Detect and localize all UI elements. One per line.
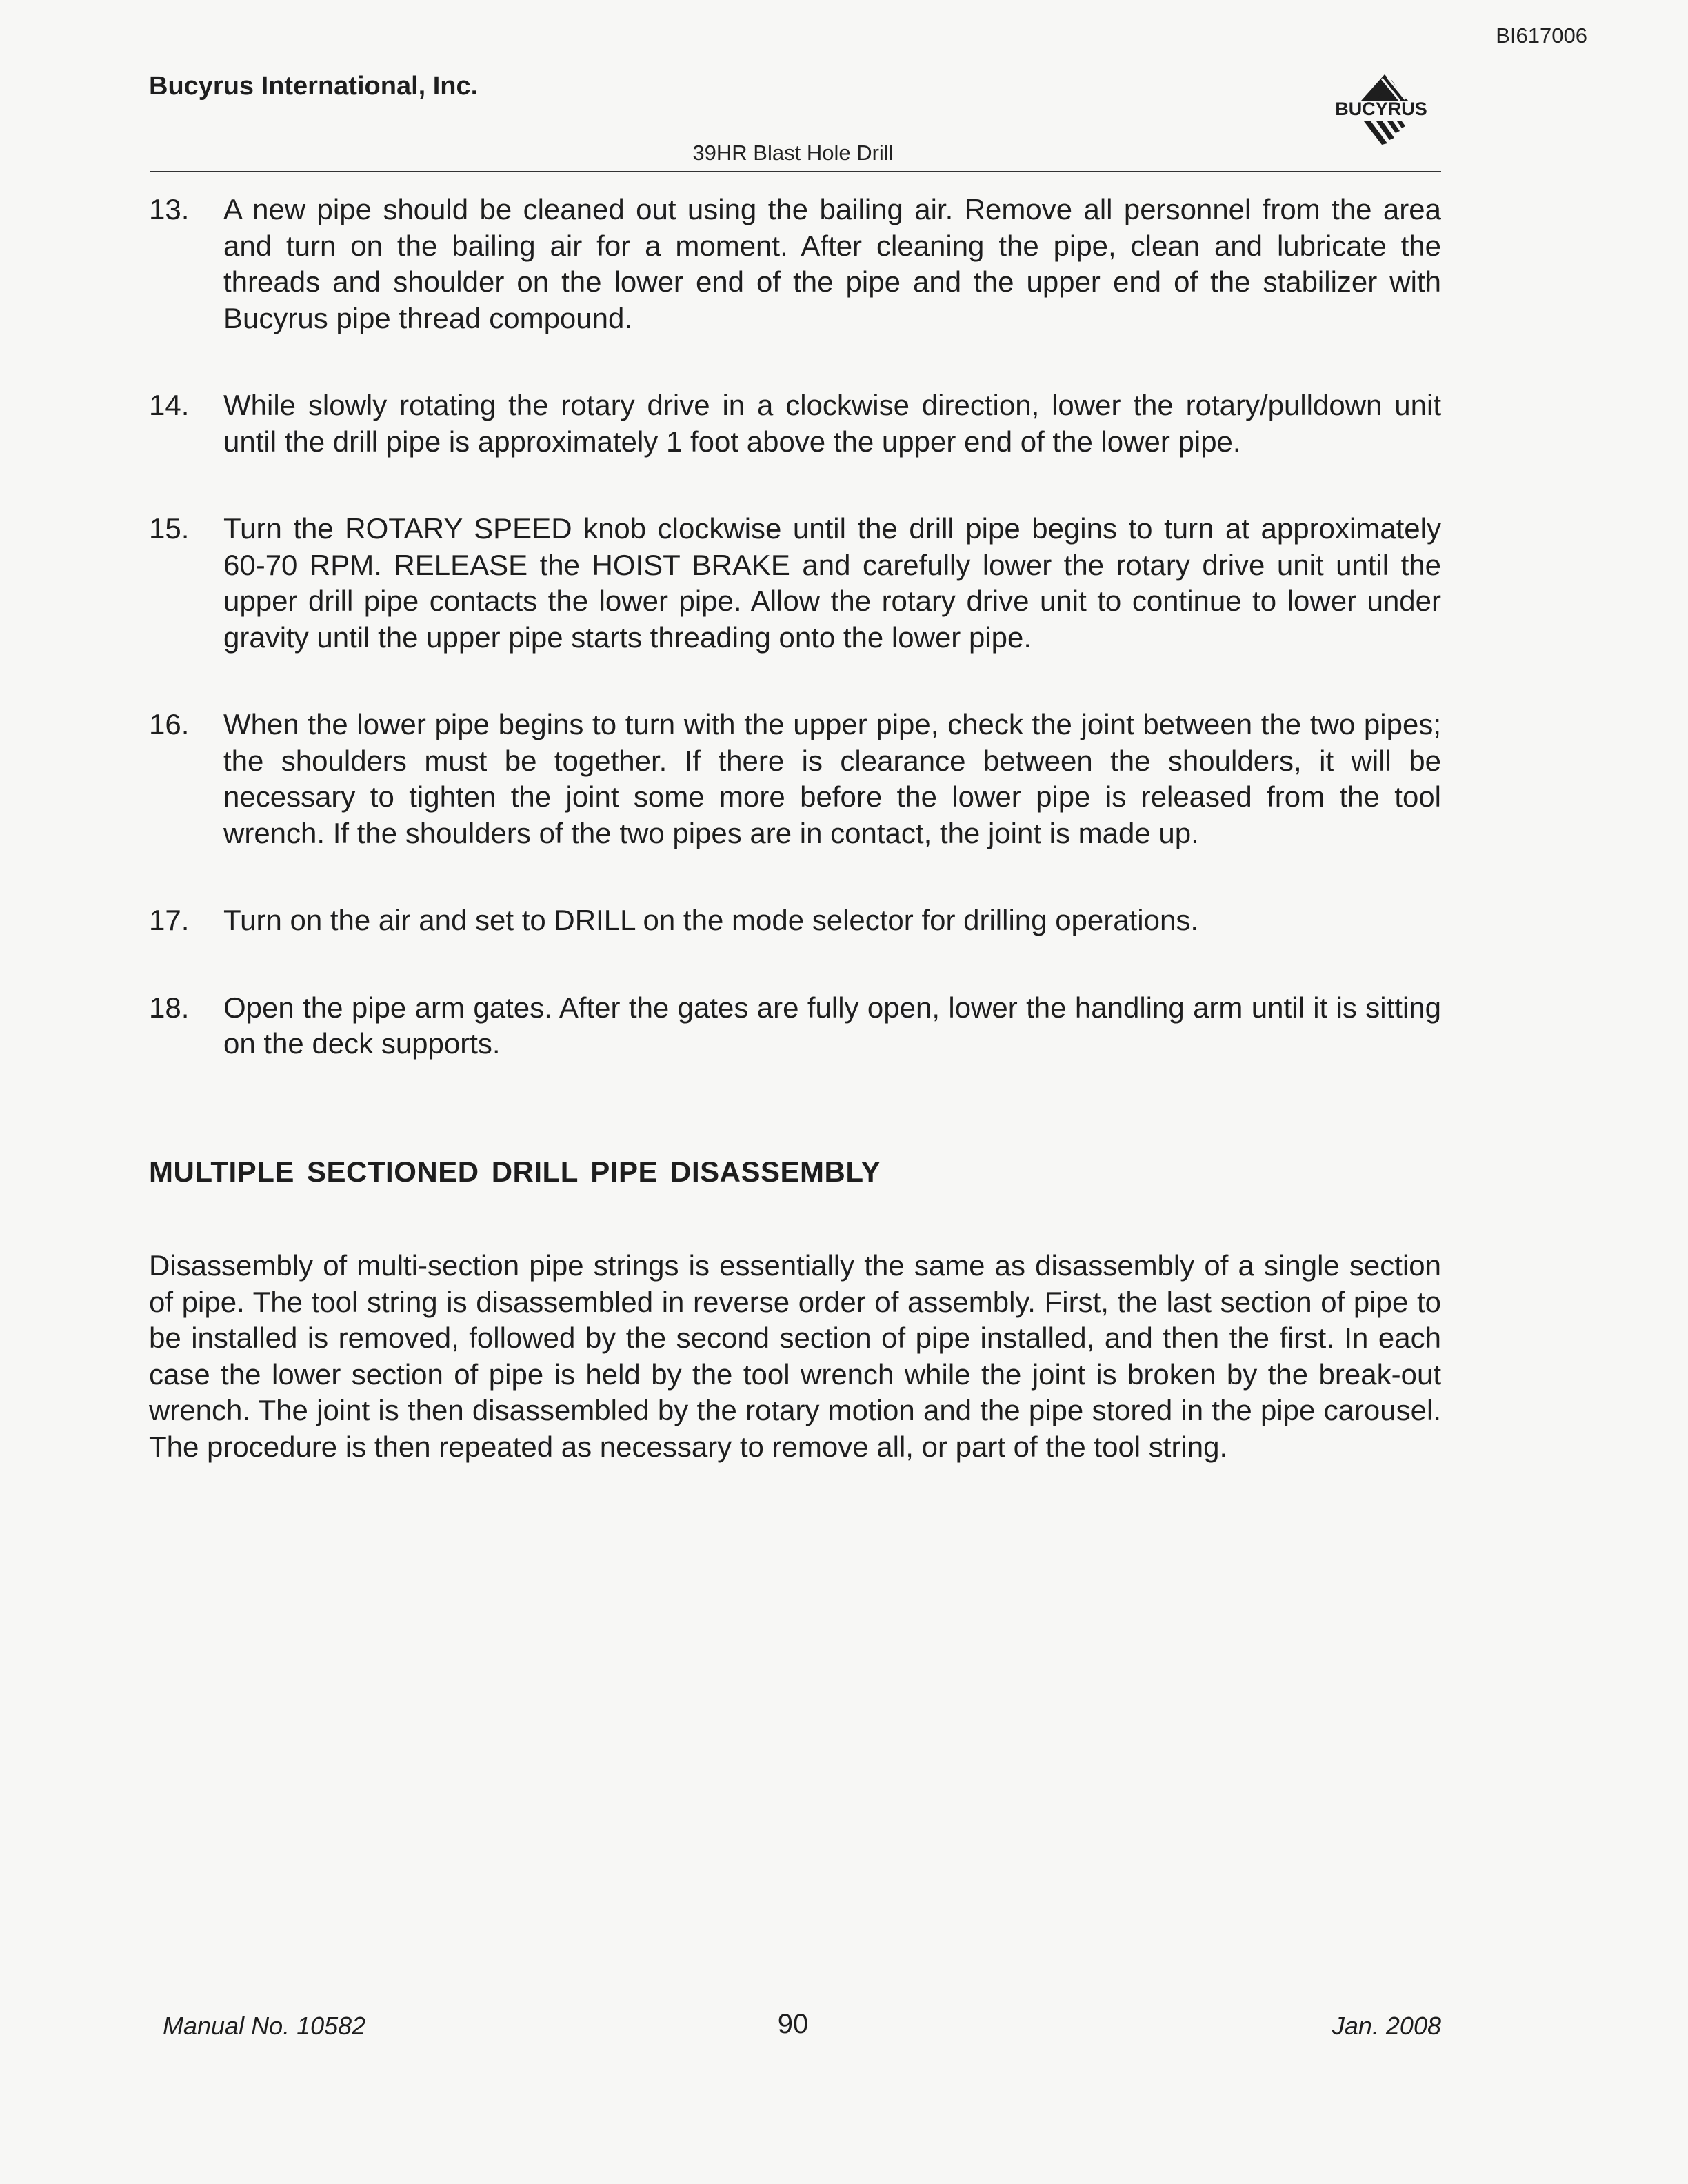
step-text: Turn on the air and set to DRILL on the mode selector for drilling operations. — [223, 904, 1198, 936]
document-subtitle: 39HR Blast Hole Drill — [692, 141, 894, 165]
document-id: BI617006 — [1496, 23, 1587, 48]
company-name: Bucyrus International, Inc. — [149, 72, 479, 101]
page-number: 90 — [777, 2009, 809, 2039]
step-text: Open the pipe arm gates. After the gates are fully open, lower the handling arm until it is sitting on the deck supports. — [223, 991, 1441, 1060]
bucyrus-logo — [1318, 69, 1444, 150]
step-number: 17. — [149, 904, 190, 936]
header-divider — [150, 171, 1441, 172]
step-item — [149, 707, 1441, 851]
section-heading: MULTIPLE SECTIONED DRILL PIPE DISASSEMBLY — [149, 1155, 881, 1188]
step-item — [149, 990, 1441, 1062]
step-item — [149, 387, 1441, 460]
step-text: Turn the ROTARY SPEED knob clockwise until the drill pipe begins to turn at approximately 60-70 RPM. RELEASE the HOIST BRAKE and carefully lower the rotary drive unit until the upper drill pipe contacts the lower pipe. Allow the rotary drive unit to continue to lower under gravity until the upper pipe starts threading onto the lower pipe. — [223, 512, 1441, 654]
publication-date: Jan. 2008 — [1332, 2012, 1441, 2040]
procedure-steps — [149, 192, 1441, 1113]
step-item — [149, 511, 1441, 656]
step-number: 13. — [149, 193, 190, 225]
step-number: 15. — [149, 512, 190, 545]
step-number: 18. — [149, 991, 190, 1024]
step-number: 16. — [149, 708, 190, 740]
step-text: While slowly rotating the rotary drive in a clockwise direction, lower the rotary/pulldown unit until the drill pipe is approximately 1 foot above the upper end of the lower pipe. — [223, 389, 1441, 458]
step-item — [149, 192, 1441, 336]
step-number: 14. — [149, 389, 190, 421]
step-text: A new pipe should be cleaned out using the bailing air. Remove all personnel from the area and turn on the bailing air for a moment. After cleaning the pipe, clean and lubricate the threads and shoulder on the lower end of the pipe and the upper end of the stabilizer with Bucyrus pipe thread compound. — [223, 193, 1441, 334]
section-paragraph: Disassembly of multi-section pipe strings is essentially the same as disassembly of a single section of pipe. The tool string is disassembled in reverse order of assembly. First, the last section of pipe to be installed is removed, followed by the second section of pipe installed, and then the first. In each case the lower section of pipe is held by the tool wrench while the joint is broken by the break-out wrench. The joint is then disassembled by the rotary motion and the pipe stored in the pipe carousel. The procedure is then repeated as necessary to remove all, or part of the tool string. — [149, 1249, 1441, 1463]
manual-number: Manual No. 10582 — [163, 2012, 366, 2040]
step-item — [149, 902, 1441, 939]
step-text: When the lower pipe begins to turn with the upper pipe, check the joint between the two pipes; the shoulders must be together. If there is clearance between the shoulders, it will be necessary to tighten the joint some more before the lower pipe is released from the tool wrench. If the shoulders of the two pipes are in contact, the joint is made up. — [223, 708, 1441, 849]
logo-wordmark: BUCYRUS — [1335, 99, 1427, 119]
